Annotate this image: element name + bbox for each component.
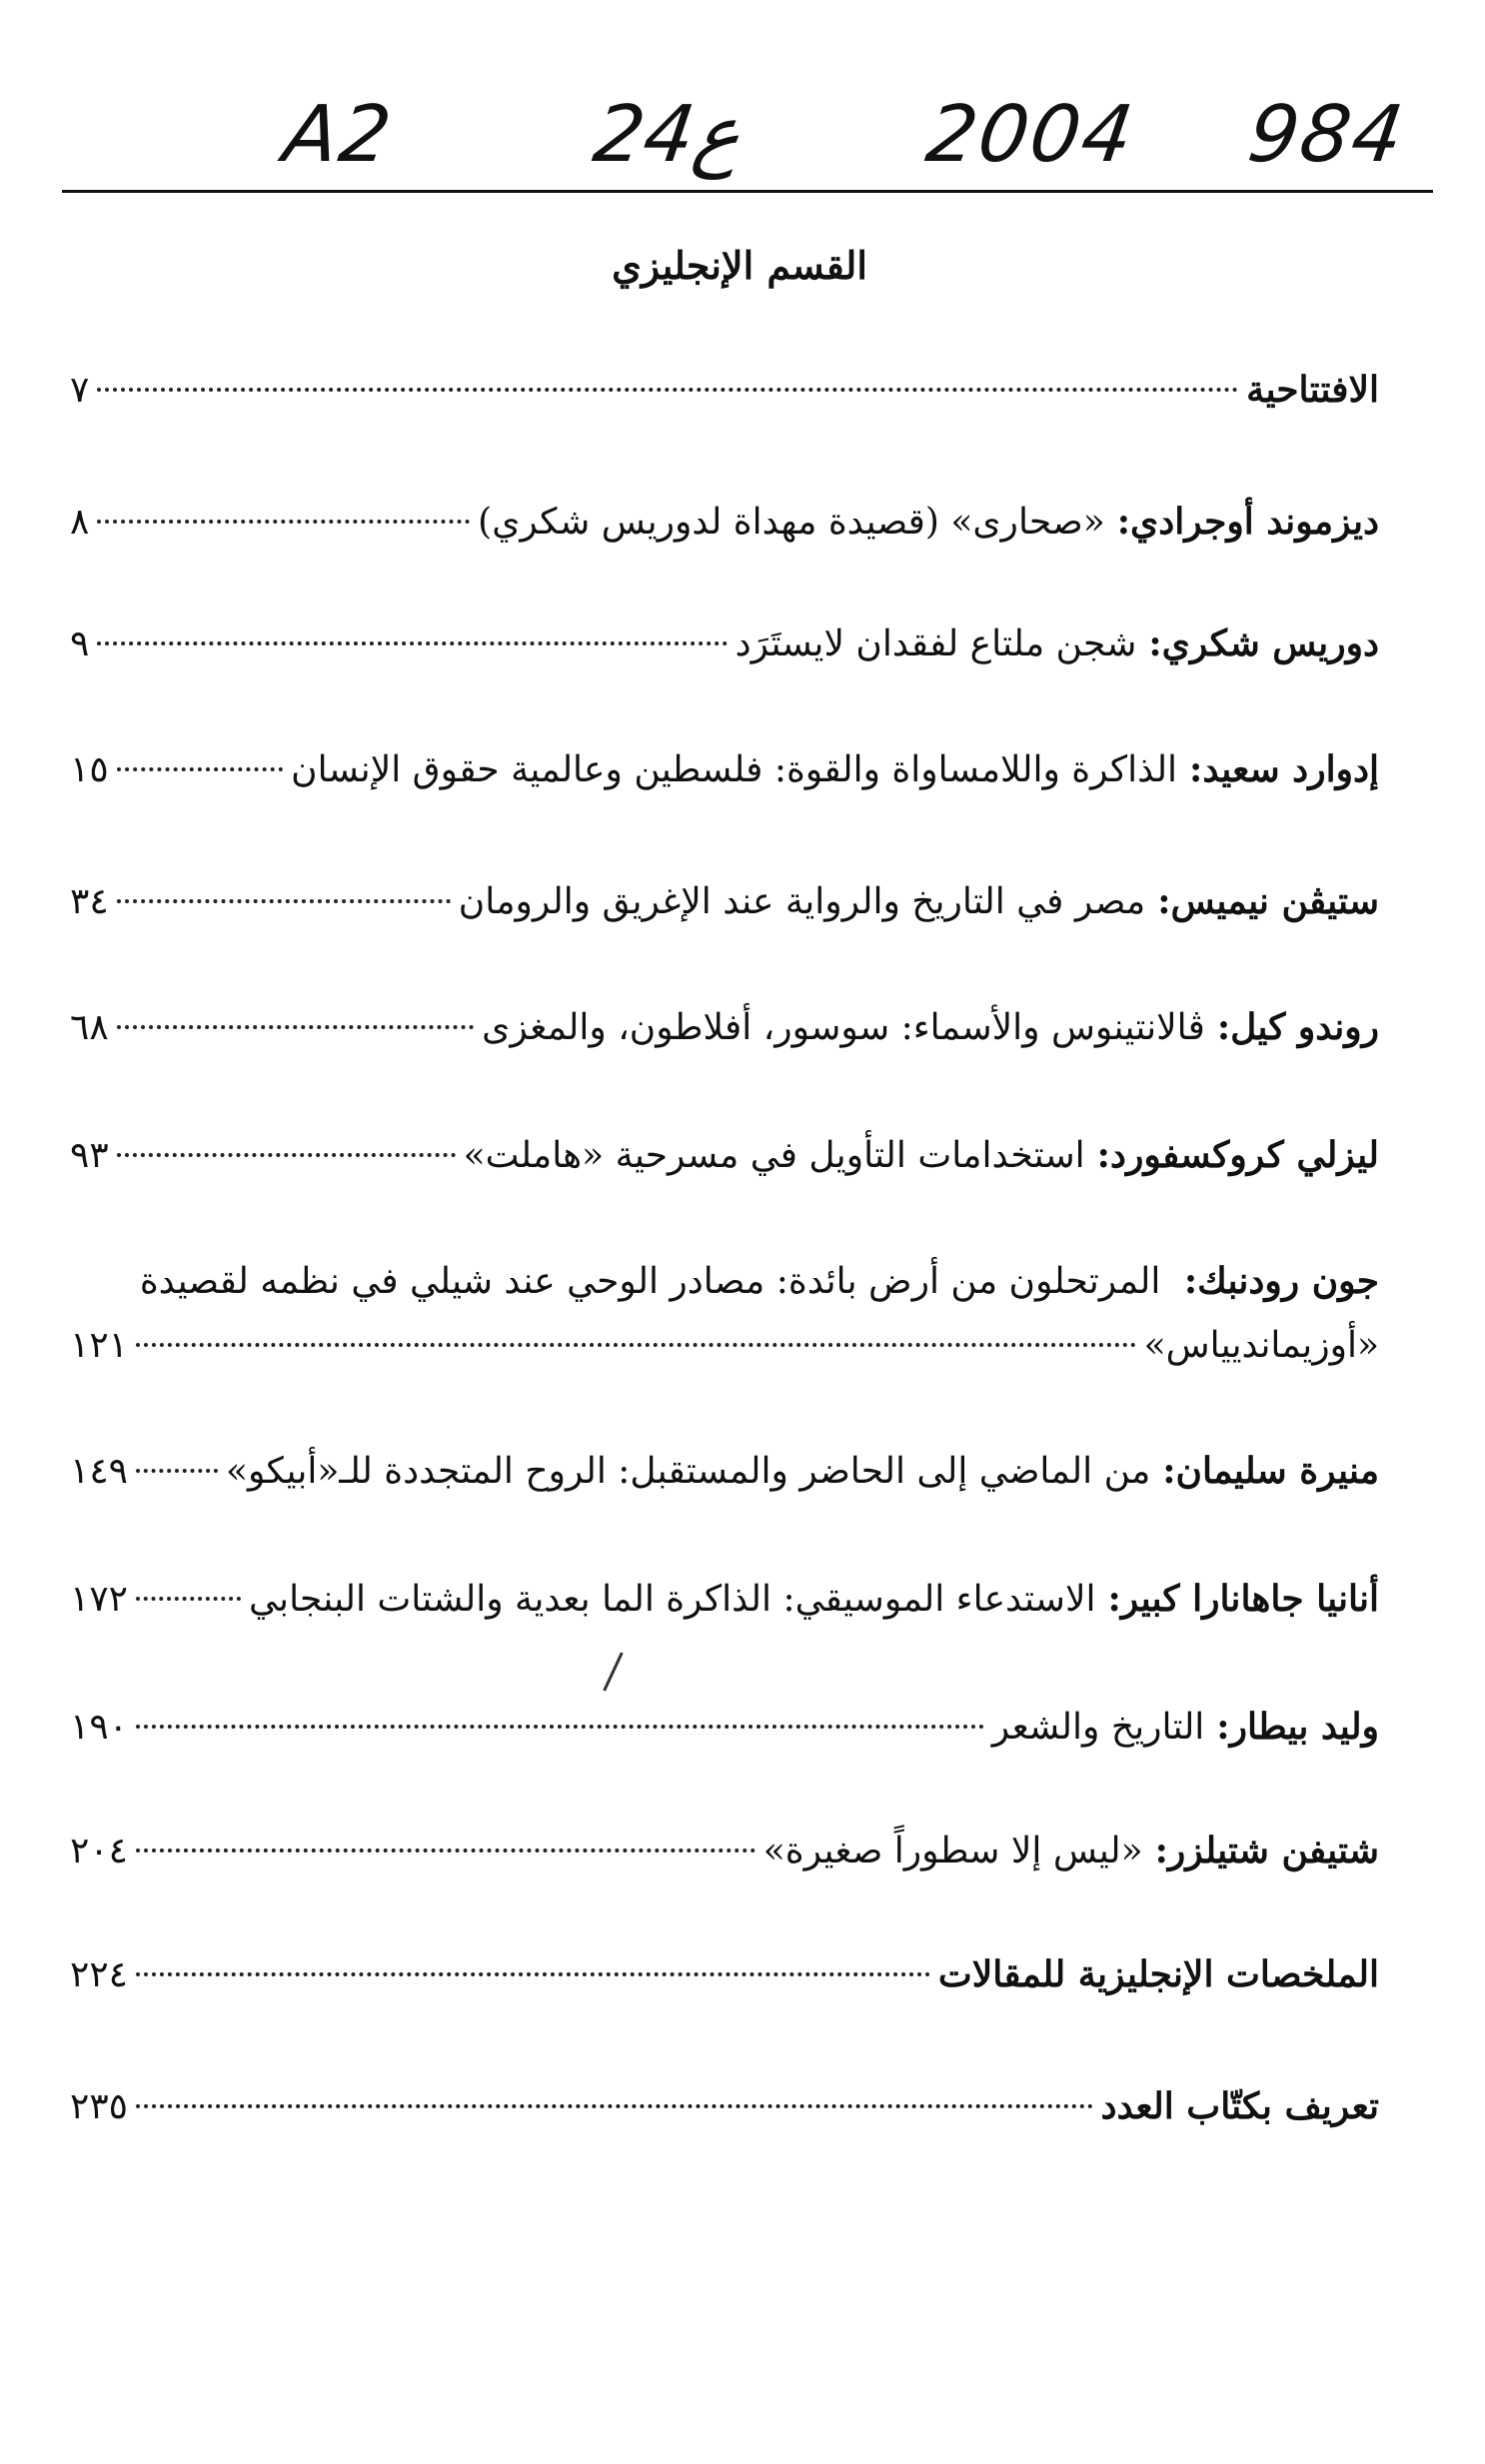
toc-page-number: ٩٣ [70, 1135, 109, 1176]
toc-title: المرتحلون من أرض بائدة: مصادر الوحي عند شيلي في نظمه لقصيدة [139, 1261, 1161, 1302]
toc-page-number: ٢٢٤ [70, 1954, 129, 1995]
toc-page-number: ٦٨ [70, 1007, 109, 1048]
toc-page-number: ٨ [70, 502, 90, 543]
toc-entry [70, 490, 1379, 555]
toc-entry [70, 1123, 1379, 1188]
toc-title: استخدامات التأويل في مسرحية «هاملت» [463, 1135, 1085, 1176]
dot-leader [117, 1153, 456, 1157]
toc-title: الاستدعاء الموسيقي: الذاكرة الما بعدية والشتات البنجابي [249, 1579, 1096, 1620]
dot-leader [117, 767, 283, 771]
toc-page-number: ١٤٩ [70, 1451, 129, 1492]
toc-author: ديزموند أوجرادي: [1116, 501, 1379, 543]
dot-leader [136, 1469, 218, 1473]
toc-entry-line-2 [70, 1314, 1379, 1378]
dot-leader [136, 1725, 984, 1729]
dot-leader [97, 388, 1238, 392]
dot-leader [97, 520, 470, 524]
toc-entry [70, 1567, 1379, 1632]
dot-leader [97, 641, 727, 645]
toc-entry [70, 737, 1379, 802]
toc-author: وليد بيطار: [1216, 1706, 1379, 1748]
toc-title: ڤالانتينوس والأسماء: سوسور، أفلاطون، والمغزى [482, 1007, 1205, 1048]
toc-title: شجن ملتاع لفقدان لايستَرَد [735, 623, 1137, 664]
dot-leader [136, 1597, 241, 1601]
toc-title-continued: «أوزيمانديياس» [1143, 1325, 1379, 1366]
toc-page-number: ١٩٠ [70, 1707, 129, 1748]
toc-author: ستيڤن نيميس: [1157, 880, 1379, 922]
toc-author: جون رودنبك: [1183, 1260, 1379, 1302]
toc-author: شتيفن شتيلزر: [1154, 1830, 1379, 1871]
toc-author: إدوارد سعيد: [1189, 748, 1379, 790]
dot-leader [136, 1343, 1136, 1347]
toc-entry-summaries [70, 1942, 1379, 2007]
toc-page-number: ٢٠٤ [70, 1831, 129, 1871]
toc-entry-two-line [70, 1249, 1379, 1378]
toc-page-number: ١٥ [70, 749, 109, 790]
toc-entry-line-1 [70, 1249, 1379, 1314]
toc-title: «صحارى» (قصيدة مهداة لدوريس شكري) [478, 502, 1105, 543]
toc-page-number: ١٢١ [70, 1325, 129, 1366]
dot-leader [117, 1025, 475, 1029]
toc-entry [70, 1695, 1379, 1760]
toc-author: الافتتاحية [1246, 369, 1379, 411]
toc-entry [70, 1819, 1379, 1883]
toc-entry-editorial [70, 358, 1379, 423]
toc-entry-contributors [70, 2074, 1379, 2139]
toc-entry [70, 1439, 1379, 1504]
toc-entry [70, 869, 1379, 934]
toc-title: التاريخ والشعر [991, 1707, 1205, 1748]
toc-page-number: ٧ [70, 370, 90, 411]
dot-leader [117, 899, 451, 903]
toc-page-number: ٩ [70, 623, 90, 664]
toc-author: منيرة سليمان: [1162, 1450, 1379, 1492]
handwritten-issue: 24ع [588, 90, 747, 180]
toc-page-number: ٣٤ [70, 881, 109, 922]
dot-leader [136, 2104, 1092, 2108]
stray-pen-mark [603, 1652, 623, 1691]
toc-title: مصر في التاريخ والرواية عند الإغريق والرومان [458, 881, 1146, 922]
toc-author: تعريف بكتّاب العدد [1100, 2085, 1379, 2127]
toc-author: ليزلي كروكسفورد: [1096, 1134, 1379, 1176]
toc-author: أنانيا جاهانارا كبير: [1107, 1578, 1379, 1620]
handwritten-code: A2 [278, 90, 399, 180]
toc-title: الذاكرة واللامساواة والقوة: فلسطين وعالمية حقوق الإنسان [291, 749, 1178, 790]
toc-author: روندو كيل: [1216, 1006, 1379, 1048]
toc-entry [70, 612, 1379, 676]
toc-title: «ليس إلا سطوراً صغيرة» [762, 1831, 1143, 1871]
handwritten-number: 984 [1242, 90, 1411, 180]
handwritten-year: 2004 [920, 90, 1140, 180]
section-title: القسم الإنجليزي [612, 243, 867, 288]
toc-page-number: ٢٣٥ [70, 2086, 129, 2127]
dot-leader [136, 1972, 930, 1976]
toc-title: من الماضي إلى الحاضر والمستقبل: الروح المتجددة للـ«أبيكو» [225, 1451, 1151, 1492]
header-rule [62, 190, 1433, 193]
toc-entry [70, 995, 1379, 1060]
toc-author: الملخصات الإنجليزية للمقالات [937, 1953, 1379, 1995]
toc-author: دوريس شكري: [1148, 622, 1379, 664]
dot-leader [136, 1848, 755, 1852]
toc-page-number: ١٧٢ [70, 1579, 129, 1620]
